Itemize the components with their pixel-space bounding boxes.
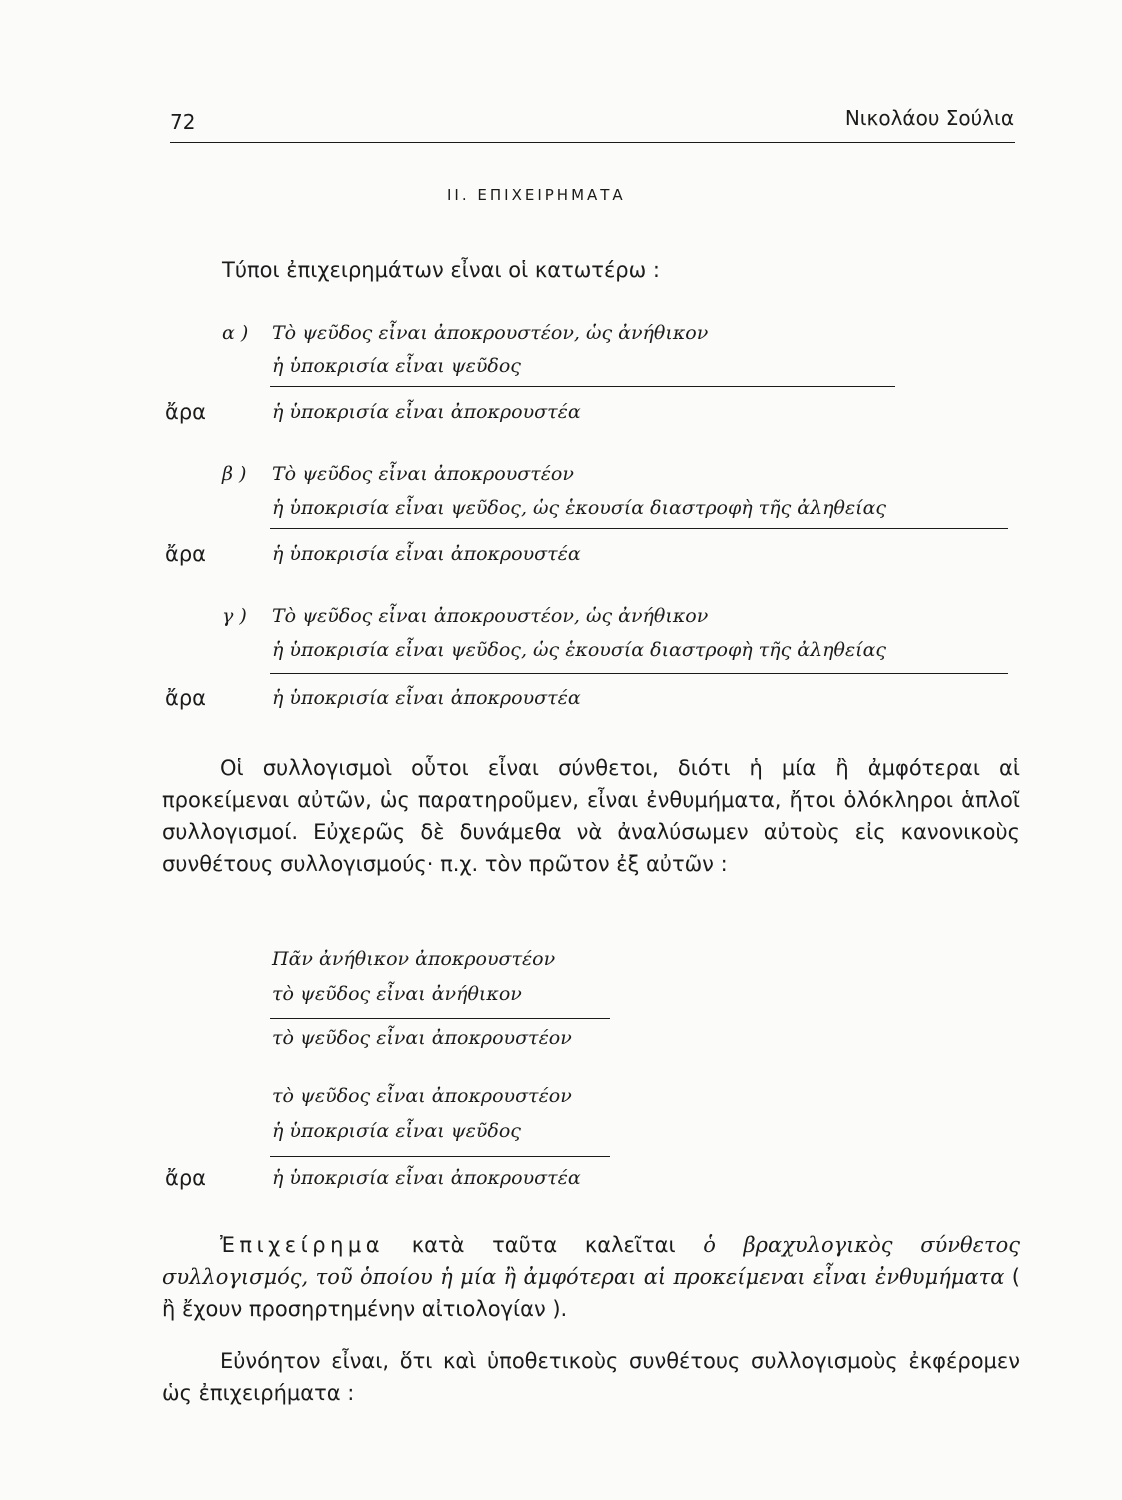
defined-term: Ἐπιχείρημα [220, 1233, 385, 1257]
ara-word: ἄρα [165, 686, 207, 710]
premise-major: Τὸ ψεῦδος εἶναι ἀποκρουστέον, ὡς ἀνήθικον [272, 322, 709, 344]
premise-minor: ἡ ὑποκρισία εἶναι ψεῦδος, ὡς ἑκουσία διαστροφὴ τῆς ἀληθείας [272, 639, 887, 661]
analysis-line: Πᾶν ἀνήθικον ἀποκρουστέον [272, 948, 556, 970]
analysis-rule [270, 1156, 610, 1157]
definition-text: κατὰ ταῦτα καλεῖται [384, 1233, 704, 1257]
conclusion: ἡ ὑποκρισία εἶναι ἀποκρουστέα [272, 687, 581, 709]
premise-major: Τὸ ψεῦδος εἶναι ἀποκρουστέον, ὡς ἀνήθικον [272, 605, 709, 627]
analysis-line: τὸ ψεῦδος εἶναι ἀποκρουστέον [272, 1085, 572, 1107]
premise-major: Τὸ ψεῦδος εἶναι ἀποκρουστέον [272, 463, 574, 485]
type-label: γ ) [222, 605, 247, 627]
intro-text: Τύποι ἐπιχειρημάτων εἶναι οἱ κατωτέρω : [222, 258, 660, 282]
definition-text-end: ( ἢ ἔχουν προσηρτημένην αἰτιολογίαν ). [162, 1265, 1020, 1321]
paragraph-definition [162, 1229, 1020, 1325]
analysis-line: ἡ ὑποκρισία εἶναι ψεῦδος [272, 1120, 521, 1142]
running-title: Νικολάου Σούλια [844, 106, 1014, 130]
analysis-conclusion: ἡ ὑποκρισία εἶναι ἀποκρουστέα [272, 1167, 581, 1189]
paragraph-hypothetical: Εὐνόητον εἶναι, ὅτι καὶ ὑποθετικοὺς συνθέτους συλλογισμοὺς ἐκφέρομεν ὡς ἐπιχειρήματα : [162, 1349, 1020, 1405]
conclusion-rule [270, 386, 895, 387]
page-number: 72 [170, 110, 196, 134]
conclusion-rule [270, 673, 1008, 674]
conclusion: ἡ ὑποκρισία εἶναι ἀποκρουστέα [272, 401, 581, 423]
ara-word: ἄρα [165, 400, 207, 424]
analysis-conclusion: τὸ ψεῦδος εἶναι ἀποκρουστέον [272, 1027, 572, 1049]
type-label: β ) [222, 463, 247, 485]
analysis-line: τὸ ψεῦδος εἶναι ἀνήθικον [272, 983, 522, 1005]
section-title: ΙΙ. ΕΠΙΧΕΙΡΗΜΑΤΑ [447, 186, 626, 204]
premise-minor: ἡ ὑποκρισία εἶναι ψεῦδος [272, 355, 521, 377]
definition-italic: ὁ βραχυλογικὸς σύνθετος συλλογισμός, τοῦ ὁποίου ἡ μία ἢ ἀμφότεραι αἱ προκείμεναι εἶναι ἐνθυμήματα [162, 1233, 1020, 1289]
type-label: α ) [222, 322, 249, 344]
header-rule [170, 142, 1015, 143]
analysis-rule [270, 1018, 610, 1019]
paragraph-composite-syllogisms: Οἱ συλλογισμοὶ οὗτοι εἶναι σύνθετοι, διότι ἡ μία ἢ ἀμφότεραι αἱ προκείμεναι αὐτῶν, ὡς παρατηροῦμεν, εἶναι ἐνθυμήματα, ἤτοι ὁλόκληροι ἁπλοῖ συλλογισμοί. Εὐχερῶς δὲ δυνάμεθα νὰ ἀναλύσωμεν αὐτοὺς εἰς κανονικοὺς συνθέτους συλλογισμούς· π.χ. τὸν πρῶτον ἐξ αὐτῶν : [162, 756, 1020, 876]
premise-minor: ἡ ὑποκρισία εἶναι ψεῦδος, ὡς ἑκουσία διαστροφὴ τῆς ἀληθείας [272, 497, 887, 519]
conclusion-rule [270, 528, 1008, 529]
ara-word: ἄρα [165, 542, 207, 566]
conclusion: ἡ ὑποκρισία εἶναι ἀποκρουστέα [272, 543, 581, 565]
ara-word: ἄρα [165, 1166, 207, 1190]
